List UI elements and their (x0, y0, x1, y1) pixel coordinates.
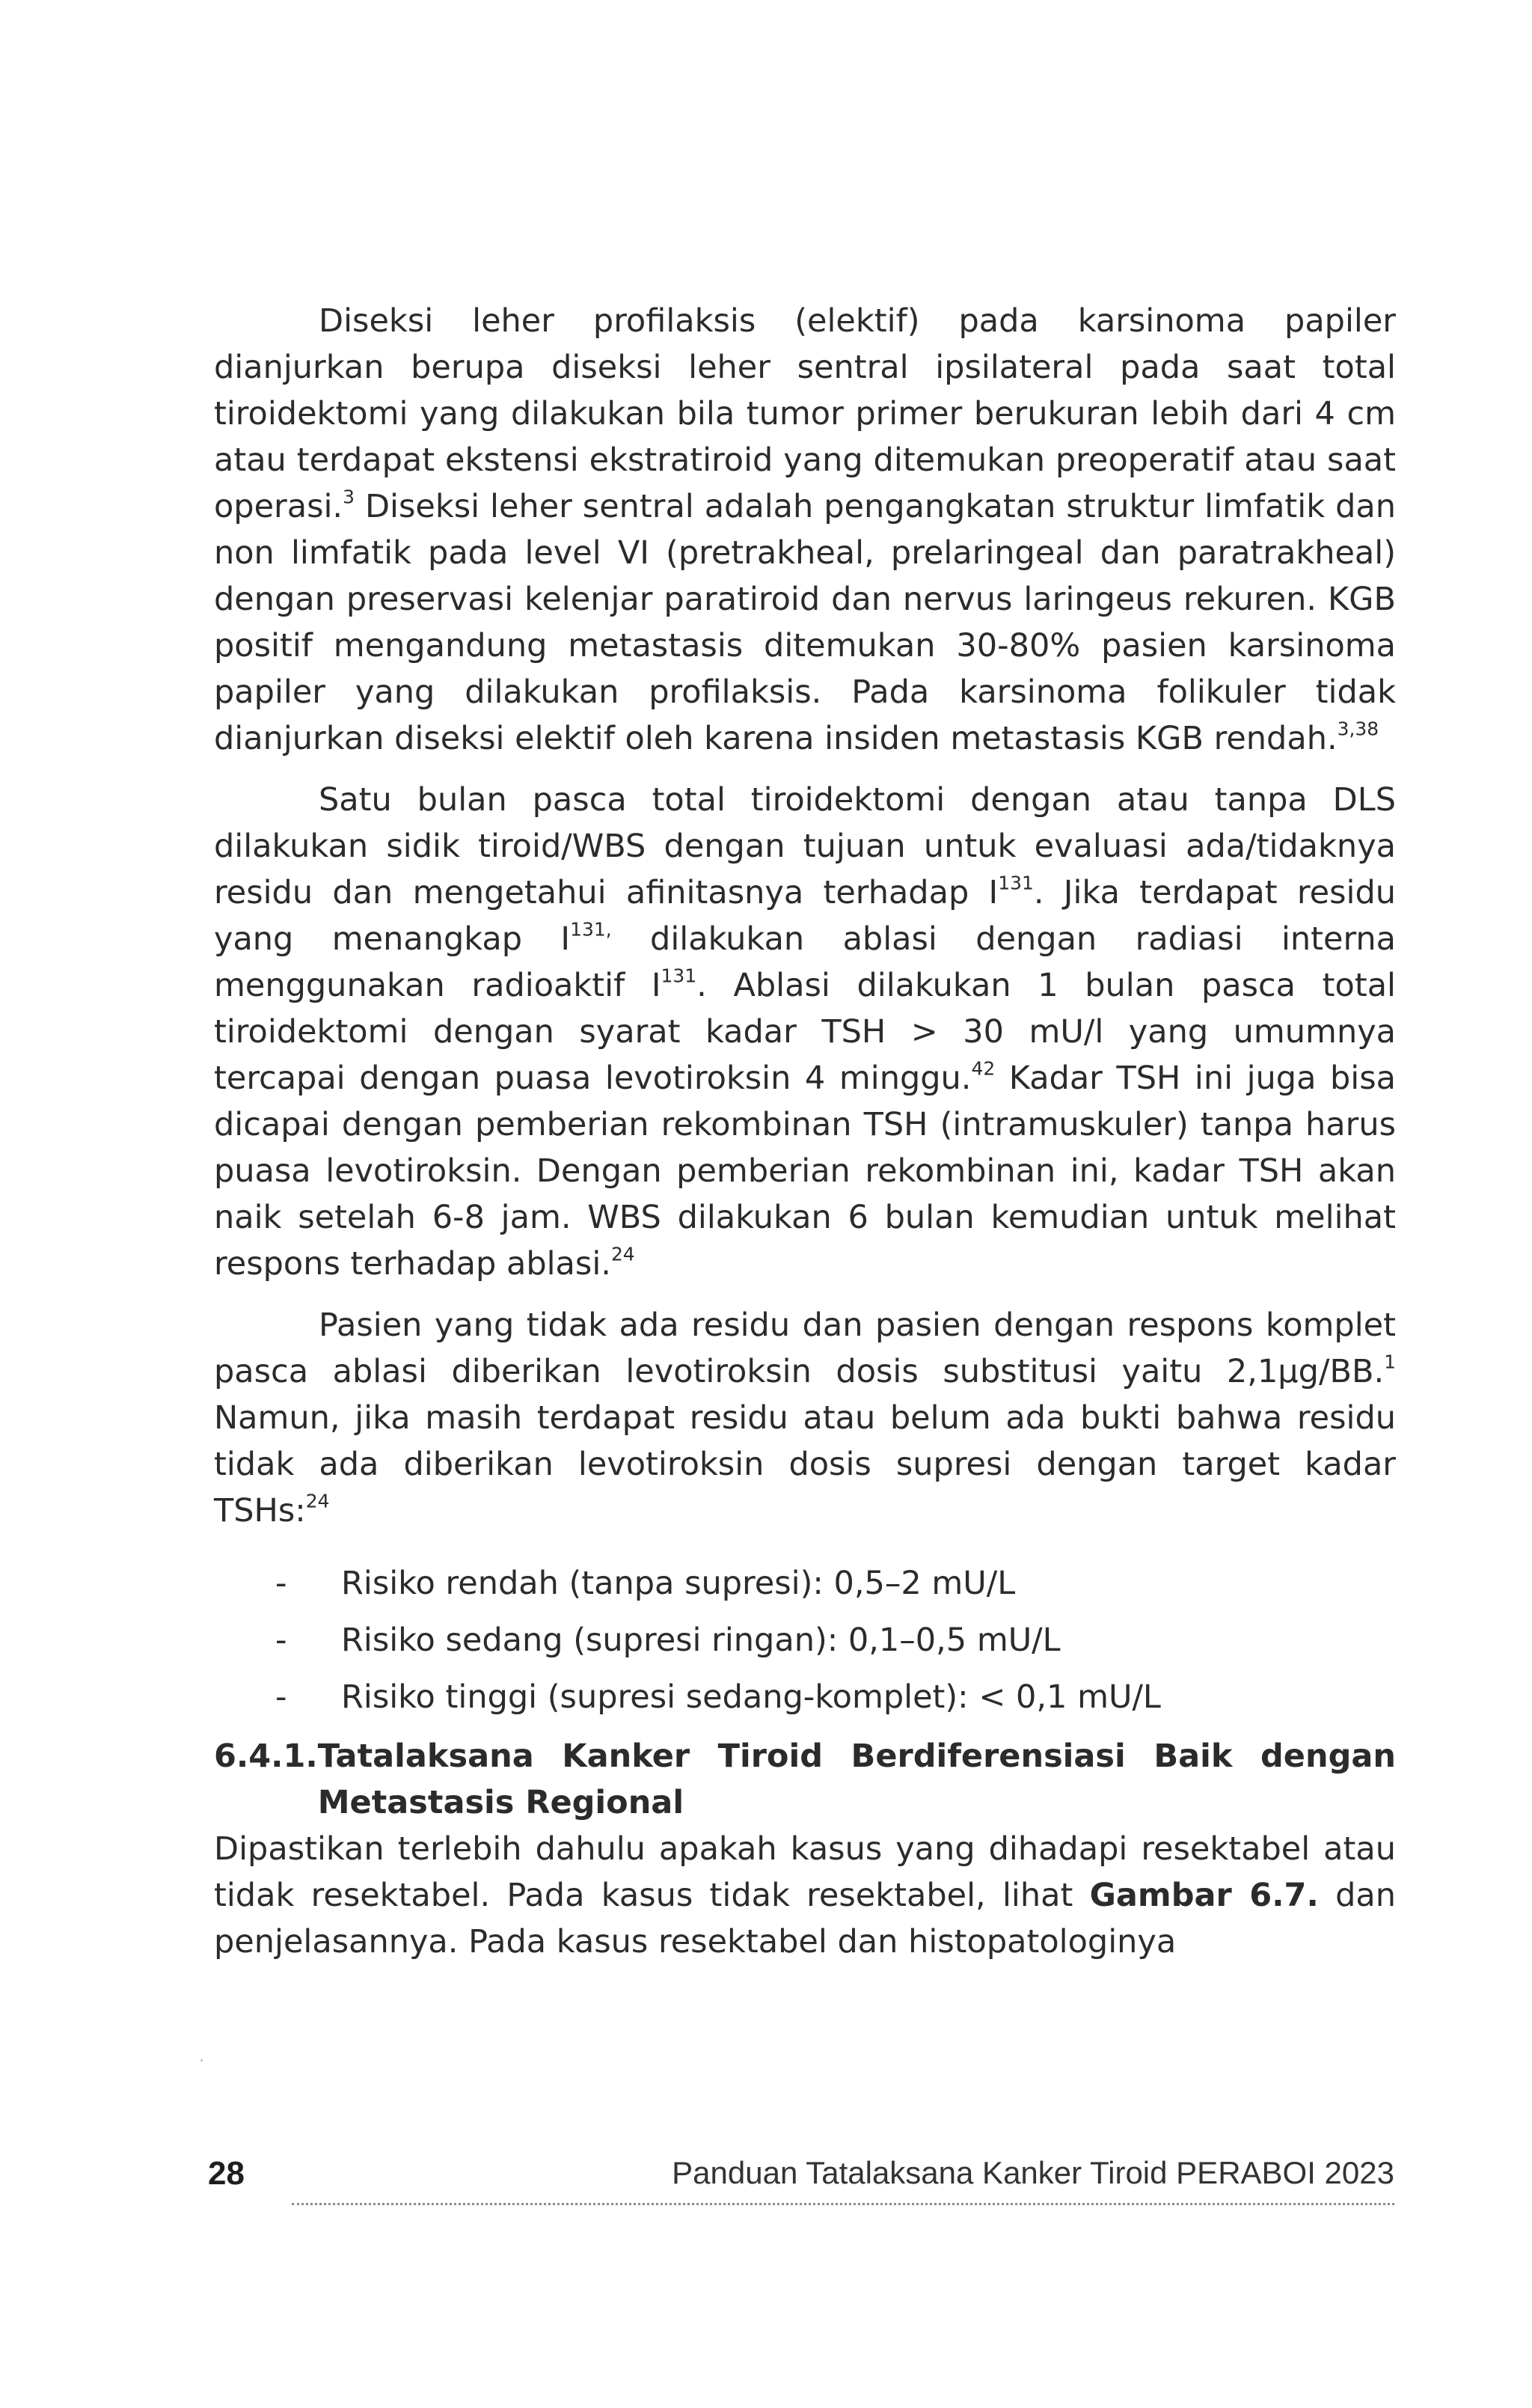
list-item (214, 1669, 1396, 1726)
list-item (214, 1555, 1396, 1612)
isotope-superscript: 131, (570, 918, 612, 941)
body-text (214, 298, 1396, 1965)
list-dash: - (275, 1565, 287, 1602)
text-run: Kadar TSH ini juga bisa dicapai dengan pemberian rekombinan TSH (intramuskuler) tanpa harus puasa levotiroksin. Dengan pemberian rekombinan ini, kadar TSH akan naik setelah 6-8 jam. WBS dilakukan 6 bulan kemudian untuk melihat respons terhadap ablasi. (214, 1060, 1396, 1283)
section-title: Tatalaksana Kanker Tiroid Berdiferensiasi Baik dengan Metastasis Regional (317, 1738, 1396, 1821)
tsh-risk-list (214, 1555, 1396, 1726)
text-run: Pasien yang tidak ada residu dan pasien dengan respons komplet pasca ablasi diberikan levotiroksin dosis substitusi yaitu 2,1µg/BB. (214, 1307, 1396, 1390)
section-heading (214, 1733, 1396, 1826)
footer-dotted-rule (292, 2203, 1394, 2205)
paragraph-section-body (214, 1826, 1396, 1965)
text-run: Namun, jika masih terdapat residu atau belum ada bukti bahwa residu tidak ada diberikan levotiroksin dosis supresi dengan target kadar TSHs: (214, 1399, 1396, 1530)
list-item-text: Risiko tinggi (supresi sedang-komplet): < 0,1 mU/L (341, 1678, 1161, 1716)
running-title: Panduan Tatalaksana Kanker Tiroid PERABOI 2023 (672, 2155, 1394, 2190)
list-dash: - (275, 1678, 287, 1716)
citation-superscript: 1 (1384, 1351, 1396, 1373)
text-run: Satu bulan pasca total tiroidektomi dengan atau tanpa DLS dilakukan sidik tiroid/WBS dengan tujuan untuk evaluasi ada/tidaknya residu dan mengetahui afinitasnya terhadap I (214, 781, 1396, 911)
text-run: Dipastikan terlebih dahulu apakah kasus yang dihadapi resektabel atau tidak resektabel. Pada kasus tidak resektabel, lihat (214, 1830, 1396, 1914)
page-footer (208, 2155, 1394, 2207)
citation-superscript: 24 (305, 1490, 330, 1512)
section-number: 6.4.1. (214, 1738, 318, 1775)
page-number: 28 (208, 2155, 245, 2192)
text-run: . Jika terdapat residu yang menangkap I (214, 874, 1396, 958)
scan-speck (200, 2059, 203, 2062)
figure-reference: Gambar 6.7. (1089, 1877, 1319, 1914)
citation-superscript: 24 (610, 1243, 635, 1265)
citation-superscript: 3,38 (1337, 718, 1379, 740)
list-item (214, 1612, 1396, 1669)
isotope-superscript: 131 (998, 872, 1034, 894)
text-run: . Ablasi dilakukan 1 bulan pasca total tiroidektomi dengan syarat kadar TSH > 30 mU/l yang umumnya tercapai dengan puasa levotiroksin 4 minggu. (214, 967, 1396, 1097)
list-item-text: Risiko rendah (tanpa supresi): 0,5–2 mU/L (341, 1565, 1016, 1602)
citation-superscript: 42 (971, 1057, 996, 1080)
text-run: Diseksi leher sentral adalah pengangkatan struktur limfatik dan non limfatik pada level VI (pretrakheal, prelaringeal dan paratrakheal) dengan preservasi kelenjar paratiroid dan nervus laringeus rekuren. KGB positif mengandung metastasis ditemukan 30-80% pasien karsinoma papiler yang dilakukan profilaksis. Pada karsinoma folikuler tidak dianjurkan diseksi elektif oleh karena insiden metastasis KGB rendah. (214, 488, 1396, 757)
text-run: dan penjelasannya. Pada kasus resektabel dan histopatologinya (214, 1877, 1396, 1961)
list-dash: - (275, 1622, 287, 1659)
paragraph-ablation (214, 777, 1396, 1287)
isotope-superscript: 131 (661, 965, 697, 987)
text-run: dilakukan ablasi dengan radiasi interna menggunakan radioaktif I (214, 920, 1396, 1004)
citation-superscript: 3 (343, 486, 355, 508)
list-item-text: Risiko sedang (supresi ringan): 0,1–0,5 mU/L (341, 1622, 1061, 1659)
text-run: Diseksi leher profilaksis (elektif) pada karsinoma papiler dianjurkan berupa diseksi leher sentral ipsilateral pada saat total tiroidektomi yang dilakukan bila tumor primer berukuran lebih dari 4 cm atau terdapat ekstensi ekstratiroid yang ditemukan preoperatif atau saat operasi. (214, 302, 1396, 525)
paragraph-prophylactic-neck-dissection (214, 298, 1396, 762)
paragraph-levothyroxine (214, 1302, 1396, 1534)
